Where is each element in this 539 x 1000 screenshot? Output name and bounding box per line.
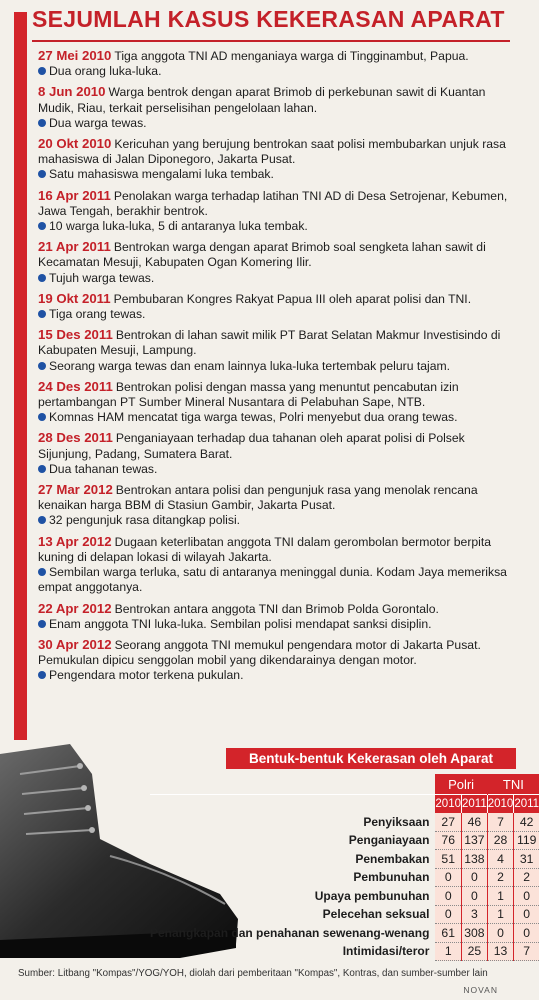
event-item [38,601,512,632]
year-header: 2010 [487,795,514,814]
group-tni: TNI [487,774,539,795]
event-description: Tiga anggota TNI AD menganiaya warga di Tingginambut, Papua. [114,49,469,63]
table-row [150,905,539,924]
event-result-text: Satu mahasiswa mengalami luka tembak. [49,167,274,182]
cell-polri-2010: 0 [435,868,461,887]
event-result-text: Seorang warga tewas dan enam lainnya luka-luka tertembak peluru tajam. [49,358,451,373]
accent-bar [14,12,27,740]
event-result [38,410,512,425]
event-item [38,291,512,322]
cell-tni-2011: 42 [514,813,539,831]
event-result [38,64,512,79]
table-row [150,850,539,869]
bullet-icon [38,119,46,127]
event-result-text: Pengendara motor terkena pukulan. [49,668,244,683]
cell-tni-2011: 0 [514,924,539,943]
bullet-icon [38,465,46,473]
bullet-icon [38,222,46,230]
event-result [38,668,512,683]
bullet-icon [38,413,46,421]
event-date: 22 Apr 2012 [38,600,112,616]
event-date: 21 Apr 2011 [38,239,111,255]
event-result-text: Dua tahanan tewas. [49,461,158,476]
event-date: 27 Mei 2010 [38,48,112,63]
cell-polri-2010: 0 [435,905,461,924]
cell-polri-2011: 25 [462,942,488,961]
event-item [38,534,512,596]
event-description: Pembubaran Kongres Rakyat Papua III oleh aparat polisi dan TNI. [113,291,472,306]
event-description: Penganiayaan terhadap dua tahanan oleh aparat polisi di Polsek Sijunjung, Padang, Sumatera Barat. [38,431,465,461]
row-label: Penyiksaan [363,815,430,829]
year-header: 2011 [462,795,488,814]
row-label: Pelecehan seksual [322,907,430,922]
bullet-icon [38,274,46,282]
event-date: 30 Apr 2012 [38,636,112,652]
event-date: 27 Mar 2012 [38,482,113,498]
table-group-header [150,774,539,795]
bullet-icon [38,671,46,679]
cell-polri-2010: 1 [435,942,461,961]
table-row [150,813,539,831]
cell-tni-2011: 0 [514,887,539,906]
cell-tni-2010: 7 [487,813,514,831]
bullet-icon [38,516,46,524]
event-result-text: Komnas HAM mencatat tiga warga tewas, Polri menyebut dua orang tewas. [49,410,458,425]
cell-polri-2011: 3 [462,905,488,924]
bullet-icon [38,67,46,75]
event-description: Bentrokan antara anggota TNI dan Brimob Polda Gorontalo. [114,601,439,616]
event-description: Penolakan warga terhadap latihan TNI AD di Desa Setrojenar, Kebumen, Jawa Tengah, berakhir bentrok. [38,188,508,218]
event-result [38,565,512,595]
cell-tni-2011: 31 [514,850,539,869]
event-date: 20 Okt 2010 [38,136,112,152]
row-label: Penganiayaan [348,833,430,848]
bullet-icon [38,362,46,370]
cell-polri-2010: 51 [435,850,461,869]
event-item [38,430,512,477]
events-list [38,48,512,689]
event-item [38,327,512,374]
row-label: Penembakan [355,851,430,866]
event-description: Seorang anggota TNI memukul pengendara motor di Jakarta Pusat. Pemukulan dipicu senggolan mobil yang dikendarainya dengan motor. [38,637,481,668]
cell-tni-2010: 1 [487,887,514,906]
cell-tni-2010: 4 [487,850,514,869]
row-label: Upaya pembunuhan [314,888,430,903]
event-date: 8 Jun 2010 [38,84,106,100]
event-description: Bentrokan polisi dengan massa yang menuntut pencabutan izin pertambangan PT Sumber Mineral Nusantara di Pelabuhan Sape, NTB. [38,379,459,410]
row-label: Pembunuhan [353,870,430,885]
table-row [150,887,539,906]
page-title: SEJUMLAH KASUS KEKERASAN APARAT [32,6,505,32]
cell-tni-2010: 0 [487,924,514,943]
event-result-text: Sembilan warga terluka, satu di antaranya meninggal dunia. Kodam Jaya memeriksa empat anggotanya. [38,565,507,595]
year-header: 2011 [514,795,539,814]
table-row [150,924,539,943]
cell-tni-2010: 13 [487,942,514,961]
event-result-text: 10 warga luka-luka, 5 di antaranya luka tembak. [49,219,308,234]
violence-stats-table [150,774,539,961]
cell-polri-2010: 76 [435,831,461,850]
row-label: Intimidasi/teror [342,944,430,959]
cell-polri-2011: 0 [462,887,488,906]
cell-polri-2010: 61 [435,924,461,943]
cell-tni-2010: 28 [487,831,514,850]
event-description: Bentrokan di lahan sawit milik PT Barat Selatan Makmur Investisindo di Kabupaten Mesuji, Lampung. [38,328,501,358]
event-result-text: 32 pengunjuk rasa ditangkap polisi. [49,513,241,528]
event-item [38,136,512,183]
event-result-text: Dua warga tewas. [49,115,147,130]
cell-polri-2011: 137 [462,831,488,850]
event-item [38,379,512,426]
cell-tni-2011: 119 [514,831,539,850]
event-result [38,167,512,182]
event-date: 28 Des 2011 [38,430,113,446]
cell-polri-2011: 46 [462,813,488,831]
event-date: 16 Apr 2011 [38,187,111,203]
event-result [38,271,512,286]
event-date: 13 Apr 2012 [38,533,112,549]
event-item [38,48,512,79]
table-title: Bentuk-bentuk Kekerasan oleh Aparat [226,748,516,769]
event-result [38,116,512,131]
event-item [38,239,512,286]
event-description: Warga bentrok dengan aparat Brimob di perkebunan sawit di Kuantan Mudik, Riau, terkait perselisihan pengelolaan lahan. [38,85,486,115]
event-date: 19 Okt 2011 [38,290,111,306]
bullet-icon [38,170,46,178]
table-row [150,942,539,961]
cell-polri-2010: 27 [435,813,461,831]
table-row [150,868,539,887]
event-result [38,513,512,528]
event-result-text: Tujuh warga tewas. [49,270,155,285]
table-year-header [150,795,539,814]
event-item [38,84,512,131]
event-date: 24 Des 2011 [38,378,113,394]
cell-polri-2011: 308 [462,924,488,943]
event-result-text: Dua orang luka-luka. [49,64,162,79]
cell-tni-2011: 2 [514,868,539,887]
event-item [38,188,512,235]
cell-tni-2011: 7 [514,942,539,961]
cell-polri-2011: 138 [462,850,488,869]
bullet-icon [38,310,46,318]
cell-tni-2010: 2 [487,868,514,887]
event-result [38,307,512,322]
bullet-icon [38,620,46,628]
event-result-text: Tiga orang tewas. [49,307,146,322]
cell-polri-2010: 0 [435,887,461,906]
cell-tni-2010: 1 [487,905,514,924]
title-divider [32,40,510,42]
cell-polri-2011: 0 [462,868,488,887]
event-date: 15 Des 2011 [38,327,113,343]
table-row [150,831,539,850]
event-result [38,359,512,374]
event-description: Bentrokan antara polisi dan pengunjuk rasa yang menolak rencana kenaikan harga BBM di Stasiun Gambir, Jakarta Pusat. [38,483,478,513]
event-description: Kericuhan yang berujung bentrokan saat polisi membubarkan unjuk rasa mahasiswa di Jalan Diponegoro, Jakarta Pusat. [38,137,506,167]
event-item [38,637,512,684]
event-result [38,462,512,477]
group-polri: Polri [435,774,487,795]
event-result [38,617,512,632]
event-description: Bentrokan warga dengan aparat Brimob soal sengketa lahan sawit di Kecamatan Mesuji, Kabupaten Ogan Komering Ilir. [38,240,486,270]
event-description: Dugaan keterlibatan anggota TNI dalam gerombolan bermotor berpita kuning di delapan lokasi di wilayah Jakarta. [38,534,492,564]
event-result-text: Enam anggota TNI luka-luka. Sembilan polisi mendapat sanksi disiplin. [49,616,432,631]
event-result [38,219,512,234]
row-label: Penangkapan dan penahanan sewenang-wenang [150,925,430,940]
bullet-icon [38,568,46,576]
source-note: Sumber: Litbang "Kompas"/YOG/YOH, diolah dari pemberitaan "Kompas", Kontras, dan sumber-sumber lain [18,968,488,979]
event-item [38,482,512,529]
year-header: 2010 [435,795,461,814]
credit: NOVAN [463,985,498,995]
cell-tni-2011: 0 [514,905,539,924]
